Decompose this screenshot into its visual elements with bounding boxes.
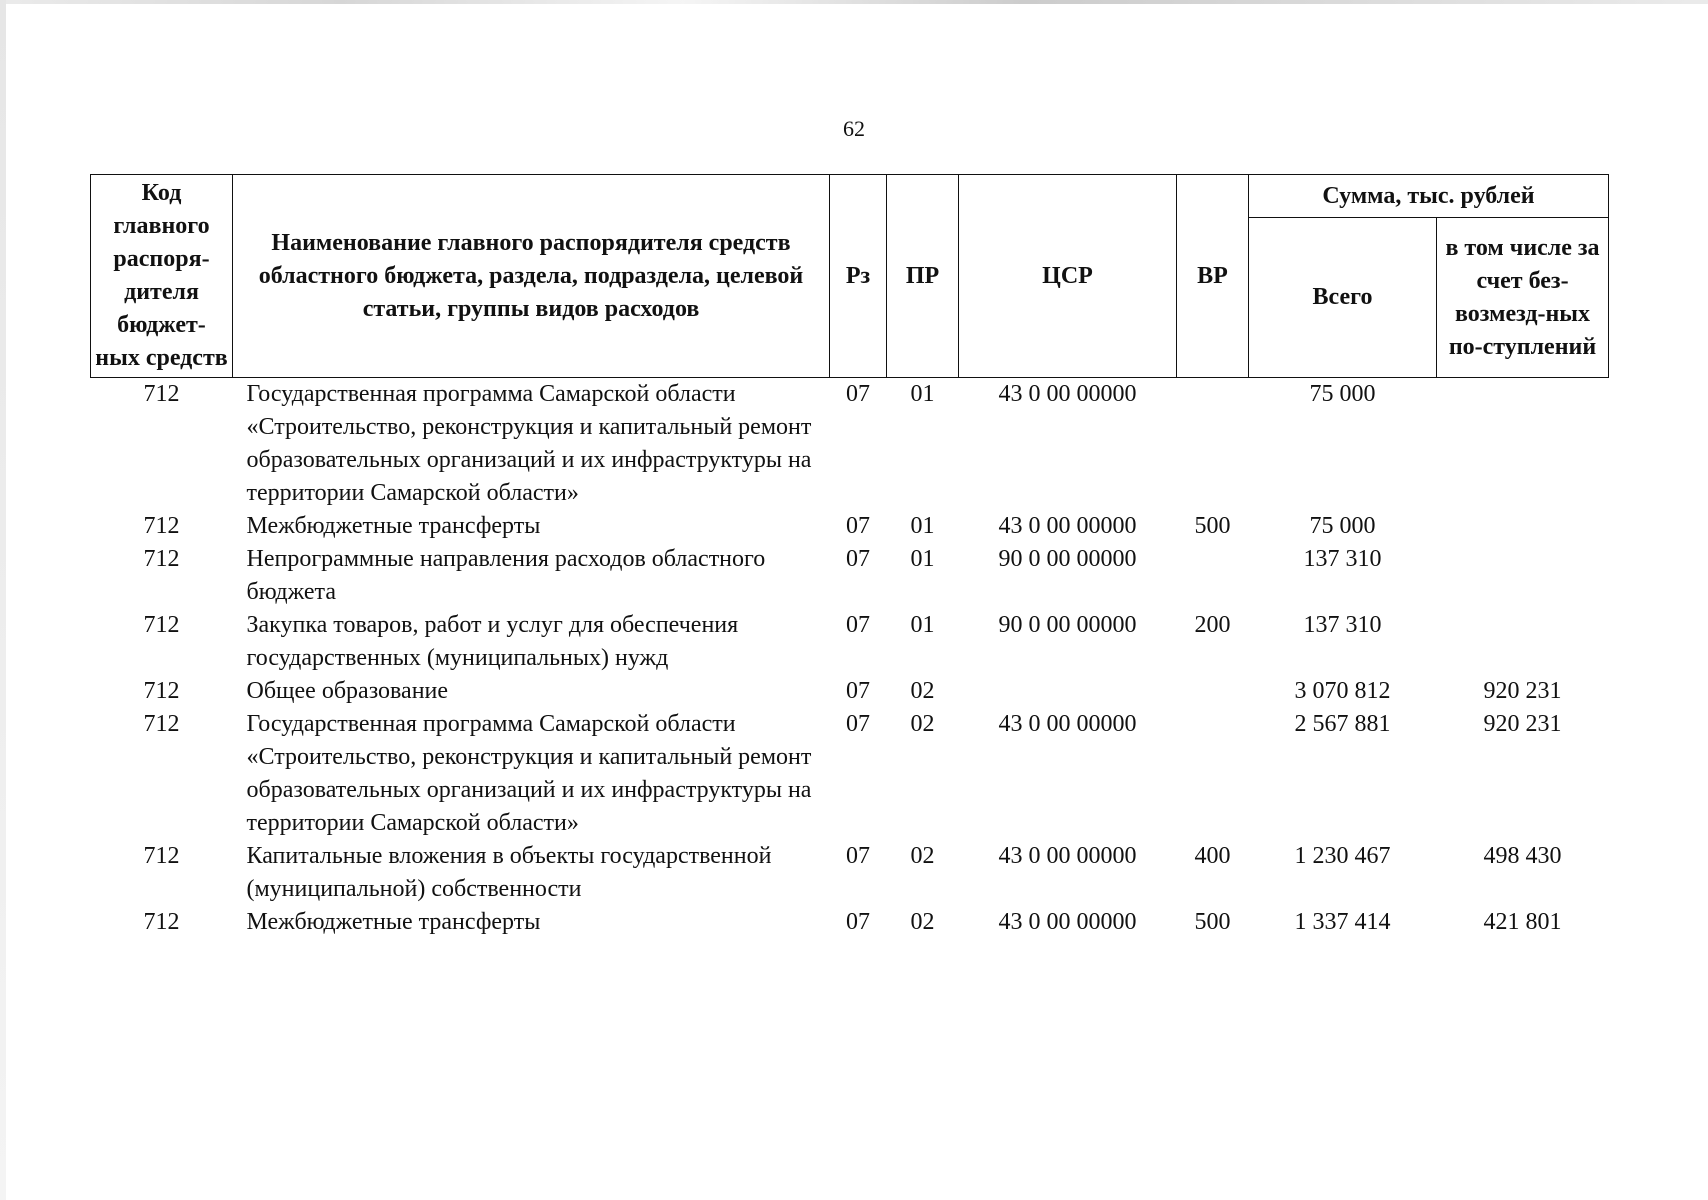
cell-total: 75 000 [1309,381,1376,407]
budget-table [90,174,1609,939]
cell-incl: 498 430 [1483,843,1562,869]
cell-code: 712 [143,612,180,638]
cell-rz: 07 [846,513,870,539]
cell-pr: 02 [910,843,935,869]
cell-vr: 200 [1194,612,1231,638]
cell-vr [1177,543,1249,609]
cell-total: 75 000 [1309,513,1376,539]
cell-rz: 07 [846,711,870,737]
cell-total: 1 230 467 [1294,843,1391,869]
cell-pr: 01 [910,513,935,539]
cell-code: 712 [143,711,180,737]
cell-name: Непрограммные направления расходов областного бюджета [246,546,766,605]
cell-vr [1177,708,1249,840]
cell-csr: 43 0 00 00000 [998,381,1137,407]
table-row [91,708,1609,840]
cell-code: 712 [143,546,180,572]
cell-code: 712 [143,381,180,407]
cell-csr [959,675,1177,708]
cell-incl [1437,378,1609,511]
cell-vr [1177,378,1249,511]
cell-name: Государственная программа Самарской области «Строительство, реконструкция и капитальный ремонт образовательных организаций и их инфраструктуры на территории Самарской области» [246,381,812,506]
scan-edge-top [0,0,1708,4]
cell-name: Межбюджетные трансферты [246,909,541,935]
cell-vr: 500 [1194,909,1231,935]
table-body [91,378,1609,940]
cell-incl: 421 801 [1483,909,1562,935]
cell-pr: 02 [910,909,935,935]
page-number: 62 [843,116,865,141]
header-name: Наименование главного распорядителя средств областного бюджета, раздела, подраздела, целевой статьи, группы видов расходов [233,175,830,378]
cell-total: 3 070 812 [1294,678,1391,704]
cell-rz: 07 [846,546,870,572]
cell-pr: 01 [910,546,935,572]
cell-csr: 43 0 00 00000 [998,909,1137,935]
cell-total: 137 310 [1303,546,1382,572]
cell-name: Закупка товаров, работ и услуг для обеспечения государственных (муниципальных) нужд [246,612,739,671]
cell-total: 2 567 881 [1294,711,1391,737]
cell-name: Межбюджетные трансферты [246,513,541,539]
budget-table-container [90,174,1608,939]
header-rz: Рз [830,175,887,378]
cell-rz: 07 [846,381,870,407]
table-row [91,543,1609,609]
cell-total: 137 310 [1303,612,1382,638]
cell-name: Государственная программа Самарской области «Строительство, реконструкция и капитальный ремонт образовательных организаций и их инфраструктуры на территории Самарской области» [246,711,812,836]
cell-incl: 920 231 [1483,678,1562,704]
table-row [91,609,1609,675]
cell-pr: 01 [910,612,935,638]
header-vr: ВР [1177,175,1249,378]
cell-incl [1437,510,1609,543]
cell-vr [1177,675,1249,708]
table-row [91,675,1609,708]
cell-pr: 01 [910,381,935,407]
cell-name: Общее образование [246,678,449,704]
header-code: Код главного распоря-дителя бюджет-ных средств [91,175,233,378]
cell-rz: 07 [846,678,870,704]
cell-total: 1 337 414 [1294,909,1391,935]
cell-code: 712 [143,513,180,539]
table-row [91,906,1609,939]
scan-edge-left [0,0,6,1200]
header-csr: ЦСР [959,175,1177,378]
header-sum-group: Сумма, тыс. рублей [1249,175,1609,218]
cell-csr: 43 0 00 00000 [998,711,1137,737]
cell-csr: 90 0 00 00000 [998,546,1137,572]
table-row [91,840,1609,906]
cell-incl [1437,609,1609,675]
cell-csr: 43 0 00 00000 [998,843,1137,869]
cell-code: 712 [143,678,180,704]
cell-code: 712 [143,909,180,935]
cell-incl [1437,543,1609,609]
table-row [91,510,1609,543]
cell-rz: 07 [846,612,870,638]
header-pr: ПР [887,175,959,378]
cell-csr: 90 0 00 00000 [998,612,1137,638]
table-row [91,378,1609,511]
cell-name: Капитальные вложения в объекты государственной (муниципальной) собственности [246,843,772,902]
cell-vr: 500 [1194,513,1231,539]
cell-code: 712 [143,843,180,869]
cell-pr: 02 [910,678,935,704]
cell-rz: 07 [846,843,870,869]
cell-incl: 920 231 [1483,711,1562,737]
cell-rz: 07 [846,909,870,935]
cell-vr: 400 [1194,843,1231,869]
header-including: в том числе за счет без-возмезд-ных по-ступлений [1437,218,1609,378]
header-total: Всего [1249,218,1437,378]
cell-csr: 43 0 00 00000 [998,513,1137,539]
table-header [91,175,1609,378]
cell-pr: 02 [910,711,935,737]
